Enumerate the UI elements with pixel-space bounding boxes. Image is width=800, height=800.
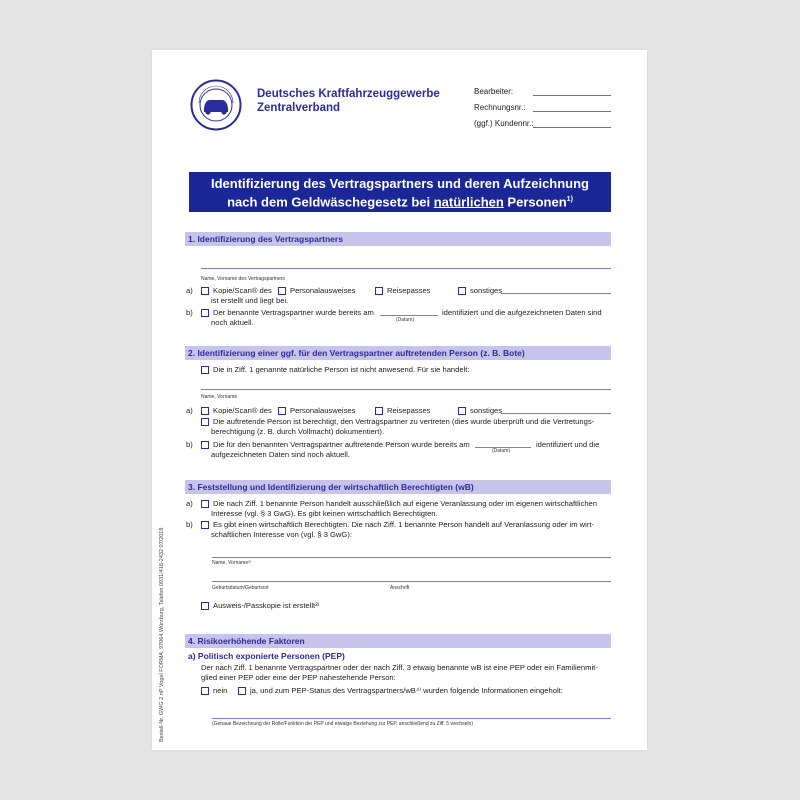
checkbox-icon[interactable] [201, 418, 209, 426]
checkbox-icon[interactable] [201, 602, 209, 610]
s4-pep-info-field[interactable] [212, 718, 611, 719]
s1-b-line2: noch aktuell. [211, 318, 254, 327]
form-page [152, 50, 647, 750]
s2-not-present[interactable]: Die in Ziff. 1 genannte natürliche Person ist nicht anwesend. Für sie handelt: [201, 365, 470, 375]
s4-ja[interactable]: ja, und zum PEP-Status des Vertragspartners/wB⁴⁾ wurden folgende Informationen eingeholt: [238, 686, 563, 696]
bearbeiter-label: Bearbeiter: [474, 87, 514, 96]
s1-a-marker: a) [186, 286, 193, 295]
bearbeiter-field[interactable] [533, 95, 611, 96]
checkbox-icon[interactable] [201, 366, 209, 374]
s3-geb-anschrift-field[interactable] [212, 581, 611, 582]
s2-b-text[interactable]: Die für den benannten Vertragspartner auftretende Person wurde bereits am [201, 440, 470, 450]
checkbox-icon[interactable] [458, 287, 466, 295]
s2-a-marker: a) [186, 406, 193, 415]
order-number-sidebar: Bestell-Nr. GWG 2 nP Vogel FORMA, 97064 Würzburg, Telefon 0931/418-2432 07/2018 [159, 527, 165, 742]
s2-name-field[interactable] [201, 389, 611, 390]
s1-a-line2: ist erstellt und liegt bei. [211, 296, 289, 305]
s3-a-text[interactable]: Die nach Ziff. 1 benannte Person handelt ausschließlich auf eigene Veranlassung oder im eigenen wirtschaftlichen [201, 499, 597, 509]
kundennr-label: (ggf.) Kundennr.: [474, 119, 534, 128]
rechnungsnr-label: Rechnungsnr.: [474, 103, 526, 112]
s1-sonstiges-field[interactable] [501, 293, 611, 294]
org-line-2: Zentralverband [257, 102, 341, 114]
s2-b-marker: b) [186, 440, 193, 449]
s3-a-line2: Interesse (vgl. § 3 GwG). Es gibt keinen wirtschaftlich Berechtigten. [211, 509, 438, 518]
s4-text1: Der nach Ziff. 1 benannte Vertragspartner oder der nach Ziff. 3 etwaig benannte wB ist eine PEP oder ein Familienmit- [201, 663, 598, 672]
s3-geb-label: Geburtsdatum/Geburtsort [212, 585, 269, 591]
s2-b-line2: aufgezeichneten Daten sind noch aktuell. [211, 450, 350, 459]
s1-a-reisepass[interactable]: Reisepasses [375, 286, 430, 296]
checkbox-icon[interactable] [278, 287, 286, 295]
s3-b-text[interactable]: Es gibt einen wirtschaftlich Berechtigten. Die nach Ziff. 1 benannte Person handelt auf Veranlassung oder im wirt- [201, 520, 594, 530]
s1-b-text2: identifiziert und die aufgezeichneten Daten sind [442, 308, 602, 317]
s3-a-marker: a) [186, 499, 193, 508]
s2-a-sonstiges[interactable]: sonstiges [458, 406, 502, 416]
s1-b-text[interactable]: Der benannte Vertragspartner wurde bereits am [201, 308, 374, 318]
s2-berechtigt[interactable]: Die auftretende Person ist berechtigt, den Vertragspartner zu vertreten (dies wurde überprüft und die Vertretungs- [201, 417, 594, 427]
s2-sonstiges-field[interactable] [501, 413, 611, 414]
title-line-1: Identifizierung des Vertragspartners und deren Aufzeichnung [210, 176, 589, 191]
org-line-1: Deutsches Kraftfahrzeuggewerbe [257, 88, 440, 100]
s1-b-date-field[interactable] [380, 315, 438, 316]
kundennr-field[interactable] [533, 127, 611, 128]
s1-b-marker: b) [186, 308, 193, 317]
title-banner [189, 172, 611, 212]
s4-text2: glied einer PEP oder eine der PEP nahestehende Person: [201, 673, 396, 682]
checkbox-icon[interactable] [238, 687, 246, 695]
s1-a-sonstiges[interactable]: sonstiges [458, 286, 502, 296]
s1-a-personalausweis[interactable]: Personalausweises [278, 286, 355, 296]
s2-datum-label: (Datum) [492, 448, 511, 454]
s3-name-label: Name, Vorname²⁾ [212, 560, 252, 566]
s4-footer-label: (Genaue Bezeichnung der Rolle/Funktion der PEP und etwaige Beziehung zur PEP, anschließend zu Ziff. 5 wechseln) [212, 721, 473, 727]
s2-a-reisepass[interactable]: Reisepasses [375, 406, 430, 416]
checkbox-icon[interactable] [278, 407, 286, 415]
s2-b-text2: identifiziert und die [536, 440, 600, 449]
s3-b-marker: b) [186, 520, 193, 529]
section-2-heading: 2. Identifizierung einer ggf. für den Vertragspartner auftretenden Person (z. B. Bote) [185, 346, 611, 360]
s3-anschrift-label: Anschrift [390, 585, 410, 591]
s4-nein[interactable]: nein [201, 686, 227, 696]
section-1-heading: 1. Identifizierung des Vertragspartners [185, 232, 611, 246]
checkbox-icon[interactable] [201, 441, 209, 449]
s1-name-label: Name, Vorname des Vertragspartners [201, 276, 285, 282]
kfz-gewerbe-seal-logo [190, 79, 242, 131]
s3-name-field[interactable] [212, 557, 611, 558]
s3-b-line2: schaftlichen Interesse von (vgl. § 3 GwG): [211, 530, 352, 539]
s2-a-kopie[interactable]: Kopie/Scan® des [201, 406, 272, 416]
title-underlined-word: natürlichen [433, 194, 504, 210]
checkbox-icon[interactable] [201, 687, 209, 695]
checkbox-icon[interactable] [201, 500, 209, 508]
checkbox-icon[interactable] [375, 407, 383, 415]
section-3-heading: 3. Feststellung und Identifizierung der wirtschaftlich Berechtigten (wB) [185, 480, 611, 494]
checkbox-icon[interactable] [458, 407, 466, 415]
s1-name-field[interactable] [201, 268, 611, 269]
organisation-name [257, 87, 440, 115]
s2-a-personalausweis[interactable]: Personalausweises [278, 406, 355, 416]
s3-ausweis[interactable]: Ausweis-/Passkopie ist erstellt³⁾ [201, 601, 320, 611]
s1-a-kopie[interactable]: Kopie/Scan® des [201, 286, 272, 296]
s2-name-label: Name, Vorname [201, 394, 238, 400]
checkbox-icon[interactable] [201, 309, 209, 317]
checkbox-icon[interactable] [201, 521, 209, 529]
s4-sub-a-heading: a) Politisch exponierte Personen (PEP) [188, 651, 345, 661]
section-4-heading: 4. Risikoerhöhende Faktoren [185, 634, 611, 648]
checkbox-icon[interactable] [375, 287, 383, 295]
s2-berechtigt-line2: berechtigung (z. B. durch Vollmacht) dokumentiert). [211, 427, 385, 436]
title-line-2: nach dem Geldwäschegesetz bei natürlichen Personen$^{1)}$ [227, 194, 573, 210]
checkbox-icon[interactable] [201, 287, 209, 295]
checkbox-icon[interactable] [201, 407, 209, 415]
s1-datum-label: (Datum) [396, 317, 415, 323]
rechnungsnr-field[interactable] [533, 111, 611, 112]
